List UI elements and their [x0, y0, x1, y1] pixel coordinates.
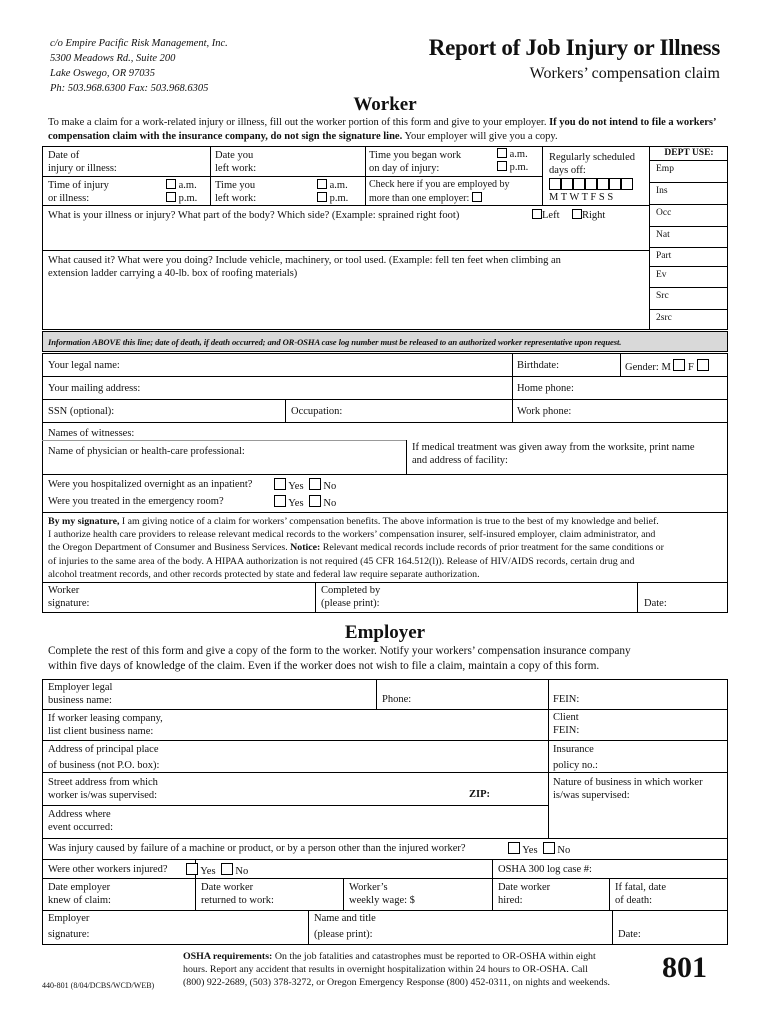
hospitalized-no-checkbox[interactable] — [309, 478, 321, 490]
birthdate-label: Birthdate: — [517, 360, 559, 371]
employer-phone-label: Phone: — [382, 694, 412, 705]
dept-code-ins: Ins — [650, 182, 728, 204]
failure-question: Was injury caused by failure of a machine or product, or by a person other than the injured worker? — [48, 843, 466, 854]
event-address-label: Address where event occurred: — [48, 809, 114, 833]
er-no-checkbox[interactable] — [309, 495, 321, 507]
began-am-option[interactable]: a.m. — [497, 148, 528, 162]
zip-label: ZIP: — [469, 789, 490, 800]
gender-f-checkbox[interactable] — [697, 359, 709, 371]
dept-use-title: DEPT USE: — [664, 148, 714, 158]
home-phone-label: Home phone: — [517, 383, 574, 394]
worker-intro — [48, 116, 728, 143]
worker-date-label[interactable]: Date: — [644, 598, 667, 609]
employer-date-label[interactable]: Date: — [618, 929, 641, 940]
gender-field[interactable]: Gender: M F — [625, 359, 709, 375]
client-fein-label: Client FEIN: — [553, 712, 580, 736]
began-pm-option[interactable]: p.m. — [497, 161, 528, 175]
occupation-label: Occupation: — [291, 406, 343, 417]
physician-label: Name of physician or health-care professional: — [48, 446, 245, 457]
release-note: Information ABOVE this line; date of death, if death occurred; and OR-OSHA case log number must be released to an authorized worker representative upon request. — [48, 337, 622, 347]
address-line: Ph: 503.968.6300 Fax: 503.968.6305 — [50, 83, 209, 94]
insurer-address — [50, 36, 228, 96]
others-no-checkbox[interactable] — [221, 863, 233, 875]
mailing-address-label: Your mailing address: — [48, 383, 141, 394]
hospitalized-options[interactable]: Yes No — [274, 478, 336, 494]
name-title-label[interactable]: Name and title (please print): — [314, 913, 376, 940]
hospitalized-yes-checkbox[interactable] — [274, 478, 286, 490]
others-yes-checkbox[interactable] — [186, 863, 198, 875]
date-knew-label: Date employer knew of claim: — [48, 882, 111, 906]
form-subtitle: Workers’ compensation claim — [529, 65, 720, 82]
dept-code-emp: Emp — [650, 160, 728, 179]
osha-requirements: OSHA requirements: On the job fatalities and catastrophes must be reported to OR-OSHA within eight hours. Report any accident that results in overnight hospitalization within 24 hours to OR-OSHA. Call (800) 922-2689, (503) 378-3272, or Oregon Emergency Response (800) 452-0311, on nights and weekends. — [183, 951, 611, 988]
worker-section-title: Worker — [353, 94, 417, 115]
date-injury-label: Date of injury or illness: — [48, 150, 117, 174]
fein-label: FEIN: — [553, 694, 580, 705]
gender-m-checkbox[interactable] — [673, 359, 685, 371]
signature-statement: By my signature, I am giving notice of a claim for workers’ compensation benefits. The above information is true to the best of my knowledge and belief. I authorize health care providers to release relevant medical records to the workers’ compensation insurer, self-insured employer, claim administrator, and the Oregon Department of Consumer and Business Services. Notice: Relevant medical records include records of prior treatment for the same conditions or of injuries to the same area of the body. A HIPAA authorization is not required (45 CFR 164.512(l)). Release of HIV/AIDS records, certain drug and alcohol treatment records, and other records protected by state and federal law require separate authorization. — [48, 516, 664, 580]
worker-signature-label[interactable]: Worker signature: — [48, 585, 90, 609]
ssn-label: SSN (optional): — [48, 406, 115, 417]
osha-log-label: OSHA 300 log case #: — [498, 864, 592, 875]
form-id: 440-801 (8/04/DCBS/WCD/WEB) — [42, 981, 155, 990]
worker-intro-warning: If you do not intend to file a workers’ compensation claim with the insurance company, do not sign the signature line. — [48, 117, 716, 142]
days-off-labels: M T W T F S S — [549, 192, 614, 203]
cause-question: What caused it? What were you doing? Include vehicle, machinery, or tool used. (Example: fell ten feet when climbing an extension ladder carrying a 40-lb. box of roofing materials) — [48, 255, 561, 279]
time-injury-label: Time of injury or illness: — [48, 180, 109, 204]
left-am-option[interactable]: a.m. — [317, 179, 348, 193]
date-left-work-label: Date you left work: — [215, 150, 257, 174]
work-phone-label: Work phone: — [517, 406, 572, 417]
employer-signature-label[interactable]: Employer signature: — [48, 913, 90, 940]
time-left-label: Time you left work: — [215, 180, 257, 204]
address-line: 5300 Meadows Rd., Suite 200 — [50, 53, 176, 64]
illness-question: What is your illness or injury? What part of the body? Which side? (Example: sprained right foot) — [48, 210, 460, 221]
failure-no-checkbox[interactable] — [543, 842, 555, 854]
left-am-checkbox[interactable] — [317, 179, 327, 189]
address-line: c/o Empire Pacific Risk Management, Inc. — [50, 38, 228, 49]
failure-yes-checkbox[interactable] — [508, 842, 520, 854]
weekly-wage-label: Worker’s weekly wage: $ — [349, 882, 415, 906]
street-address-label: Street address from which worker is/was supervised: — [48, 777, 158, 801]
leasing-company-label: If worker leasing company, list client business name: — [48, 713, 163, 737]
nature-of-business-label: Nature of business in which worker is/was supervised: — [553, 777, 703, 801]
left-pm-option[interactable]: p.m. — [317, 192, 348, 206]
form-title: Report of Job Injury or Illness — [428, 35, 720, 60]
injury-am-checkbox[interactable] — [166, 179, 176, 189]
time-began-label: Time you began work on day of injury: — [369, 150, 462, 174]
injury-pm-option[interactable]: p.m. — [166, 192, 197, 206]
side-right-option[interactable]: Right — [572, 209, 605, 223]
hospitalized-question: Were you hospitalized overnight as an inpatient? — [48, 479, 253, 490]
side-left-option[interactable]: Left — [532, 209, 560, 223]
dept-code-occ: Occ — [650, 204, 728, 223]
address-line: Lake Oswego, OR 97035 — [50, 68, 155, 79]
began-am-checkbox[interactable] — [497, 148, 507, 158]
multiple-employer-label: Check here if you are employed by more than one employer: — [369, 179, 510, 204]
dept-code-nat: Nat — [650, 226, 728, 245]
multiple-employer-checkbox[interactable] — [472, 192, 482, 202]
employer-name-label: Employer legal business name: — [48, 682, 113, 706]
insurance-policy-label: Insurance policy no.: — [553, 744, 598, 771]
side-right-checkbox[interactable] — [572, 209, 582, 219]
regular-schedule-label: Regularly scheduled days off: — [549, 152, 636, 176]
dept-code-src: Src — [650, 287, 728, 306]
form-number: 801 — [662, 951, 707, 984]
worker-intro-text: To make a claim for a work-related injury or illness, fill out the worker portion of this form and give to your employer. — [48, 117, 547, 128]
failure-options[interactable]: Yes No — [508, 842, 570, 858]
er-question: Were you treated in the emergency room? — [48, 496, 224, 507]
injury-pm-checkbox[interactable] — [166, 192, 176, 202]
date-of-death-label: If fatal, date of death: — [615, 882, 667, 906]
left-pm-checkbox[interactable] — [317, 192, 327, 202]
others-injured-options[interactable]: Yes No — [186, 863, 248, 879]
date-hired-label: Date worker hired: — [498, 882, 551, 906]
completed-by-label[interactable]: Completed by (please print): — [321, 585, 381, 609]
injury-am-option[interactable]: a.m. — [166, 179, 197, 193]
date-returned-label: Date worker returned to work: — [201, 882, 274, 906]
witnesses-label: Names of witnesses: — [48, 428, 135, 439]
legal-name-label: Your legal name: — [48, 360, 120, 371]
worker-intro-copy: Your employer will give you a copy. — [404, 130, 558, 142]
employer-intro: Complete the rest of this form and give a copy of the form to the worker. Notify your workers’ compensation insurance company within five days of knowledge of the claim. Even if the worker does not wish to file a claim, maintain a copy of this form. — [48, 645, 631, 672]
er-yes-checkbox[interactable] — [274, 495, 286, 507]
dept-code-2src: 2src — [650, 309, 728, 328]
dept-code-ev: Ev — [650, 266, 728, 285]
principal-address-label: Address of principal place of business (not P.O. box): — [48, 744, 160, 771]
facility-label: If medical treatment was given away from the worksite, print name and address of facility: — [412, 442, 695, 466]
side-left-checkbox[interactable] — [532, 209, 542, 219]
er-options[interactable]: Yes No — [274, 495, 336, 511]
dept-code-part: Part — [650, 247, 728, 266]
began-pm-checkbox[interactable] — [497, 161, 507, 171]
others-injured-label: Were other workers injured? — [48, 864, 168, 875]
employer-section-title: Employer — [344, 622, 426, 643]
